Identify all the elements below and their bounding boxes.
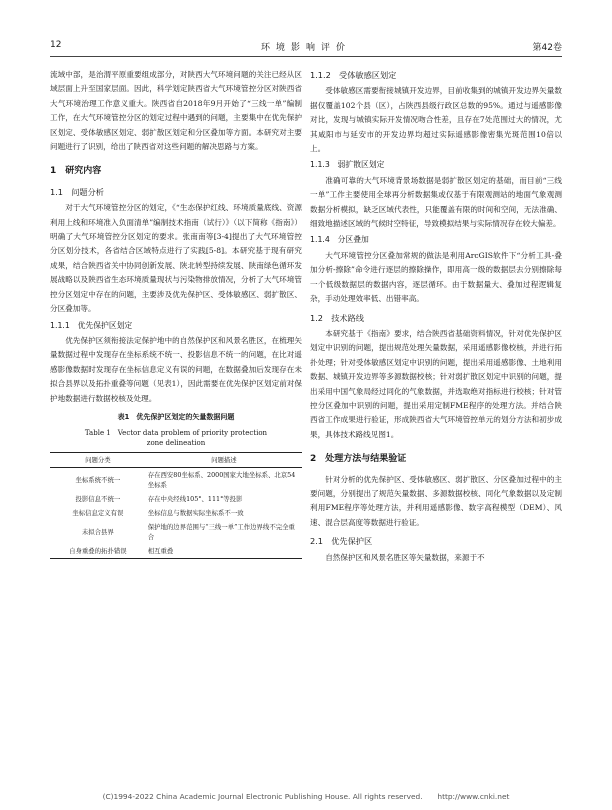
table-row [50,520,302,544]
header-rule [50,56,562,57]
section-1-1-2-heading: 1.1.2 受体敏感区划定 [310,70,397,80]
copyright-footer: (C)1994-2022 China Academic Journal Electronic Publishing House. All rights reserved. http://www.cnki.net [102,792,510,801]
section-1-1-2-paragraph: 受体敏感区需要衔接城镇开发边界，目前收集到的城镇开发边界矢量数据仅覆盖102个县（区），占陕西县级行政区总数的95%。通过与遥感影像对比，发现与城镇实际开发情况吻合性差，且存在7处范围过大的情况，尤其咸阳市与延安市的开发边界均超过实际遥感影像密集光斑范围10倍以上。 [310,86,562,154]
section-1-1-paragraph: 对于大气环境管控分区的划定，《“生态保护红线、环境质量底线、资源利用上线和环境准入负面清单”编制技术指南（试行）》（以下简称《指南》）明确了大气环境管控分区划定的要求。张南南等[3-4]提出了大气环境管控分区划分技术，各省结合区域特点进行了实践[5-8]。本研究基于现有研究成果，结合陕西省关中协同创新发展、陕北转型持续发展、陕南绿色循环发展战略以及陕西省生态环境质量现状与污染物排放情况，分析了大气环境管控分区划定中存在的问题，主要涉及优先保护区、受体敏感区、弱扩散区、分区叠加等。 [50,203,302,314]
section-1-2-paragraph: 本研究基于《指南》要求，结合陕西省基础资料情况，针对优先保护区划定中识别的问题，提出规范处理矢量数据，采用遥感影像校核，并进行拓扑处理；针对受体敏感区划定中识别的问题，提出采用遥感影像、土地利用数据、城镇开发边界等多源数据校核；针对弱扩散区划定中识别的问题，提出采用中国气象局经过同化的气象数据，并选取绝对指标进行校核；针对管控分区叠加中识别的问题，提出采用定制FME程序的处理方法。并结合陕西省工作成果进行验证，形成陕西省大气环境管控单元的划分方法和初步成果，具体技术路线见图1。 [310,328,562,439]
section-1-1-3-heading: 1.1.3 弱扩散区划定 [310,160,385,170]
table-cell-category: 未拟合县界 [81,527,114,536]
table-header-row [50,452,302,467]
table-row [50,544,302,559]
table-cell-category: 自身重叠的拓扑错误 [69,546,127,555]
table-header-cell: 问题分类 [85,455,111,464]
section-1-1-1-paragraph: 优先保护区须衔接法定保护地中的自然保护区和风景名胜区，在梳理矢量数据过程中发现存在坐标系统不统一、投影信息不统一的问题，在比对遥感影像数据时发现存在坐标信息定义有误的问题，在数据叠加后发现存在未拟合县界以及拓扑重叠等问题（见表1），因此需要在优先保护区划定前对保护地数据进行数据校核及处理。 [50,335,302,403]
section-1-1-4-paragraph: 大气环境管控分区叠加常规的做法是利用ArcGIS软件下“分析工具-叠加分析-擦除”命令进行逐层的擦除操作，即用高一级的数据层去分别擦除每一个低级数据层的数据内容，逐层循环。由于数据量大、叠加过程逻辑复杂，手动处理效率低、出错率高。 [310,250,562,304]
table-cell-description: 存在西安80坐标系、2000国家大地坐标系、北京54坐标系 [147,470,296,489]
section-1-1-3-paragraph: 准确可靠的大气环境背景场数据是弱扩散区划定的基础，而目前“三线一单”工作主要使用全球再分析数据集或仅基于有限观测站的地面气象观测数据分析模拟，缺乏区域代表性，只能覆盖有限的时间和空间，无法准确、细致地描述区域的气候时空特征，导致模拟结果与实际情况存在较大偏差。 [310,175,562,229]
section-2-paragraph: 针对分析的优先保护区、受体敏感区、弱扩散区、分区叠加过程中的主要问题，分别提出了规范矢量数据、多源数据校核、同化气象数据以及定制利用FME程序等处理方法，并利用遥感影像、数字高程模型（DEM）、风速、混合层高度等数据进行验证。 [310,474,562,527]
table-cell-description: 相互重叠 [147,546,174,555]
table-cell-description: 坐标信息与数据实际坐标系不一致 [147,508,244,517]
table-cell-category: 坐标系统不统一 [75,475,121,484]
section-2-1-paragraph: 自然保护区和风景名胜区等矢量数据，来源于不 [325,552,485,562]
table-cell-description: 存在中央经线105°、111°等投影 [147,494,243,503]
table-row [50,492,302,506]
section-1-1-heading: 1.1 问题分析 [50,186,104,197]
table-caption-cn: 表1 优先保护区划定的矢量数据问题 [117,412,235,421]
section-2-1-heading: 2.1 优先保护区 [310,536,373,547]
table-cell-category: 坐标信息定义有误 [72,508,124,517]
volume-label: 第42卷 [532,43,562,53]
left-column [50,68,302,559]
right-column [310,68,562,565]
section-1-heading: 1 研究内容 [50,166,102,177]
table-header-cell: 问题描述 [211,455,237,464]
table-row [50,467,302,492]
section-1-2-heading: 1.2 技术路线 [310,312,364,323]
page-number: 12 [50,40,62,50]
table-cell-category: 投影信息不统一 [75,494,121,503]
table-row [50,506,302,520]
vector-data-problem-table [50,452,302,559]
running-header [50,40,562,56]
section-1-1-1-heading: 1.1.1 优先保护区划定 [50,320,133,330]
section-2-heading: 2 处理方法与结果验证 [310,454,407,465]
section-1-1-4-heading: 1.1.4 分区叠加 [310,235,369,245]
journal-title: 环境影响评价 [260,43,351,53]
table-caption-en-line1: Table 1 Vector data problem of priority protection [84,428,268,437]
intro-paragraph: 流域中部，是治渭平原重要组成部分，对陕西大气环境问题的关注已经从区域层面上升至国家层面。因此，科学划定陕西省大气环境管控分区对陕西省大气环境治理工作意义重大。陕西省自2018年9月开始了“三线一单”编制工作，在大气环境管控分区的划定过程中遇到的问题，主要集中在优先保护区划定、受体敏感区划定、弱扩散区划定和分区叠加等方面。本研究对主要问题进行了识别，给出了陕西省对这些问题的解决思路与方案。 [50,70,302,152]
table-cell-description: 保护地的边界范围与“三线一单”工作边界线不完全重合 [147,522,295,541]
table-caption-en-line2: zone delineation [146,438,206,447]
